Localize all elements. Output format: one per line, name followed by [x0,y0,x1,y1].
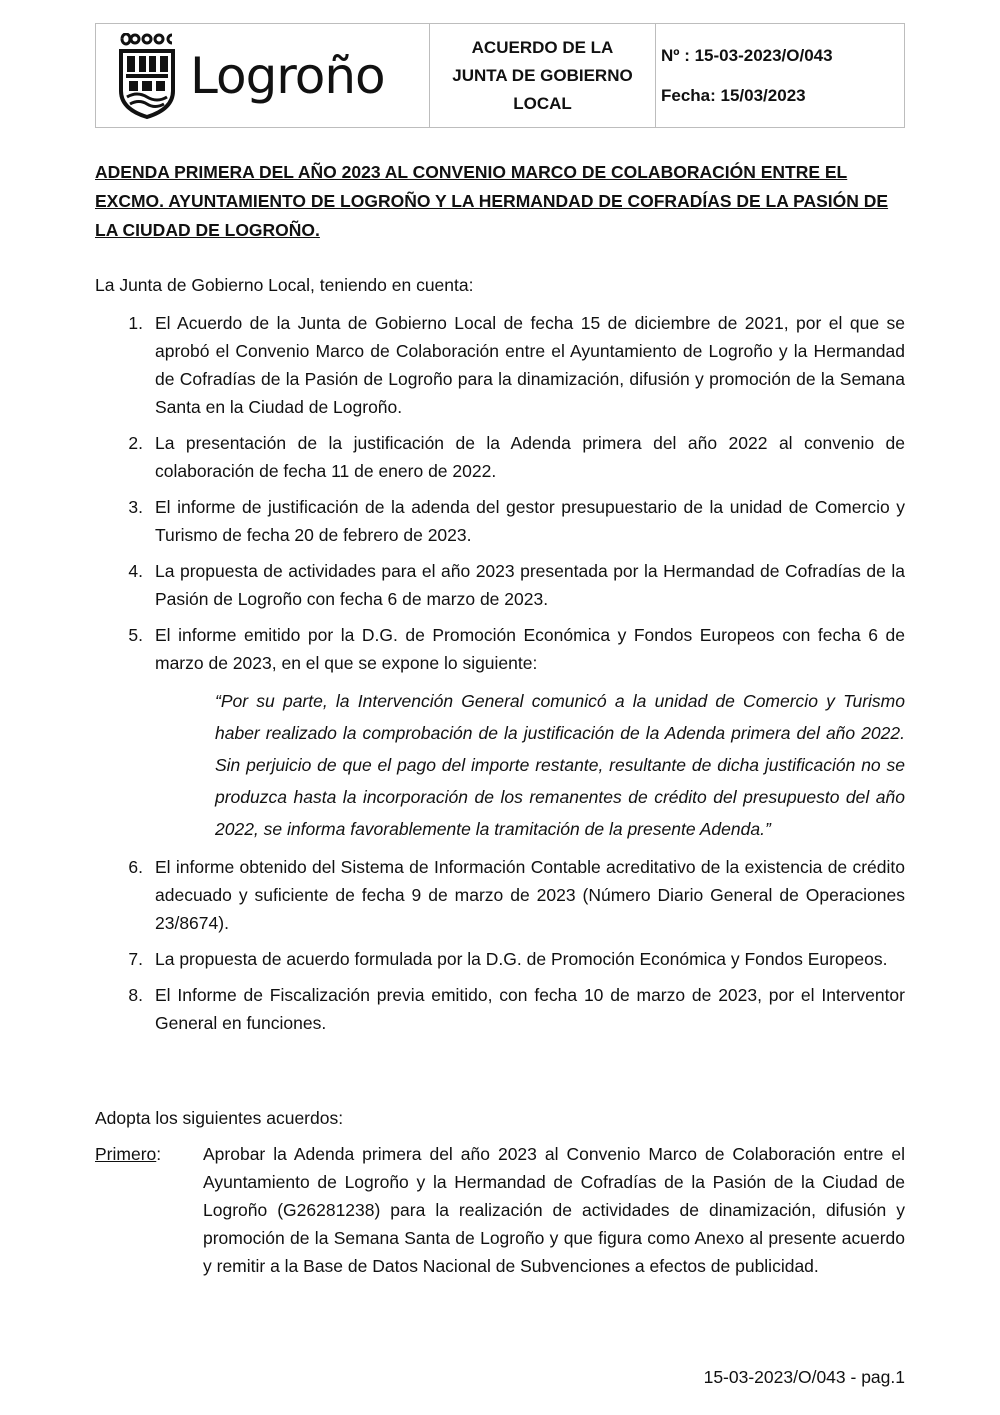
agreement-first-label-colon: : [156,1144,162,1164]
header-title-line: LOCAL [513,93,572,113]
list-item-text: El informe emitido por la D.G. de Promoción Económica y Fondos Europeos con fecha 6 de marzo de 2023, en el que se expone lo siguiente: [155,625,905,673]
list-item-number: 1. [128,313,143,333]
list-item-number: 4. [128,561,143,581]
agreement-date: Fecha: 15/03/2023 [661,85,806,105]
list-item-number: 2. [128,433,143,453]
list-item-number: 8. [128,985,143,1005]
document-header [95,23,905,128]
agreements-intro: Adopta los siguientes acuerdos: [95,1108,344,1128]
list-item-number: 3. [128,497,143,517]
city-crest-icon [118,33,176,119]
list-item-number: 7. [128,949,143,969]
quoted-report-text: “Por su parte, la Intervención General comunicó a la unidad de Comercio y Turismo haber realizado la comprobación de la justificación de la Adenda primera del año 2022. Sin perjuicio de que el pago del importe restante, resultante de dicha justificación no se produzca hasta la incorporación de los remanentes de crédito del presupuesto del año 2022, se informa favorablemente la tramitación de la presente Adenda.” [215,691,905,839]
list-item-text: El Informe de Fiscalización previa emitido, con fecha 10 de marzo de 2023, por el Interventor General en funciones. [155,985,905,1033]
page-footer: 15-03-2023/O/043 - pag.1 [703,1367,905,1387]
list-item [95,493,905,549]
document-title: ADENDA PRIMERA DEL AÑO 2023 AL CONVENIO MARCO DE COLABORACIÓN ENTRE EL EXCMO. AYUNTAMIENTO DE LOGROÑO Y LA HERMANDAD DE COFRADÍAS DE LA PASIÓN DE LA CIUDAD DE LOGROÑO. [95,162,889,240]
agreement-first-text: Aprobar la Adenda primera del año 2023 al Convenio Marco de Colaboración entre el Ayuntamiento de Logroño y la Hermandad de Cofradías de la Pasión de la Ciudad de Logroño (G26281238) para la realización de actividades de dinamización, difusión y promoción de la Semana Santa de Logroño y que figura como Anexo al presente acuerdo y remitir a la Base de Datos Nacional de Subvenciones a efectos de publicidad. [203,1144,905,1276]
agreement-first [95,1140,905,1280]
list-item-text: El informe obtenido del Sistema de Información Contable acreditativo de la existencia de crédito adecuado y suficiente de fecha 9 de marzo de 2023 (Número Diario General de Operaciones 23/8674). [155,857,905,933]
agreement-first-label-text: Primero [95,1144,157,1164]
list-item [95,621,905,677]
list-item-text: El informe de justificación de la adenda del gestor presupuestario de la unidad de Comercio y Turismo de fecha 20 de febrero de 2023. [155,497,905,545]
agreement-number: Nº : 15-03-2023/O/043 [661,45,833,65]
list-item [95,853,905,937]
list-item-number: 6. [128,857,143,877]
list-item [95,981,905,1037]
list-item-text: La presentación de la justificación de la Adenda primera del año 2022 al convenio de colaboración de fecha 11 de enero de 2022. [155,433,905,481]
list-item [95,429,905,485]
considerations-list [95,309,905,1045]
agreement-first-label [95,1140,203,1280]
intro-text: La Junta de Gobierno Local, teniendo en cuenta: [95,275,474,295]
list-item-number: 5. [128,625,143,645]
list-item [95,557,905,613]
header-title-line: JUNTA DE GOBIERNO [452,65,633,85]
header-title-line: ACUERDO DE LA [471,37,614,57]
header-reference [656,24,904,127]
list-item-text: La propuesta de acuerdo formulada por la D.G. de Promoción Económica y Fondos Europeos. [155,949,888,969]
list-item-text: El Acuerdo de la Junta de Gobierno Local de fecha 15 de diciembre de 2021, por el que se aprobó el Convenio Marco de Colaboración entre el Ayuntamiento de Logroño y la Hermandad de Cofradías de la Pasión de Logroño para la dinamización, difusión y promoción de la Semana Santa en la Ciudad de Logroño. [155,313,905,417]
logo [96,24,430,127]
logo-wordmark: Logroño [190,46,385,105]
list-item-text: La propuesta de actividades para el año 2023 presentada por la Hermandad de Cofradías de la Pasión de Logroño con fecha 6 de marzo de 2023. [155,561,905,609]
header-title [430,24,656,127]
list-item [95,945,905,973]
list-item [95,309,905,421]
